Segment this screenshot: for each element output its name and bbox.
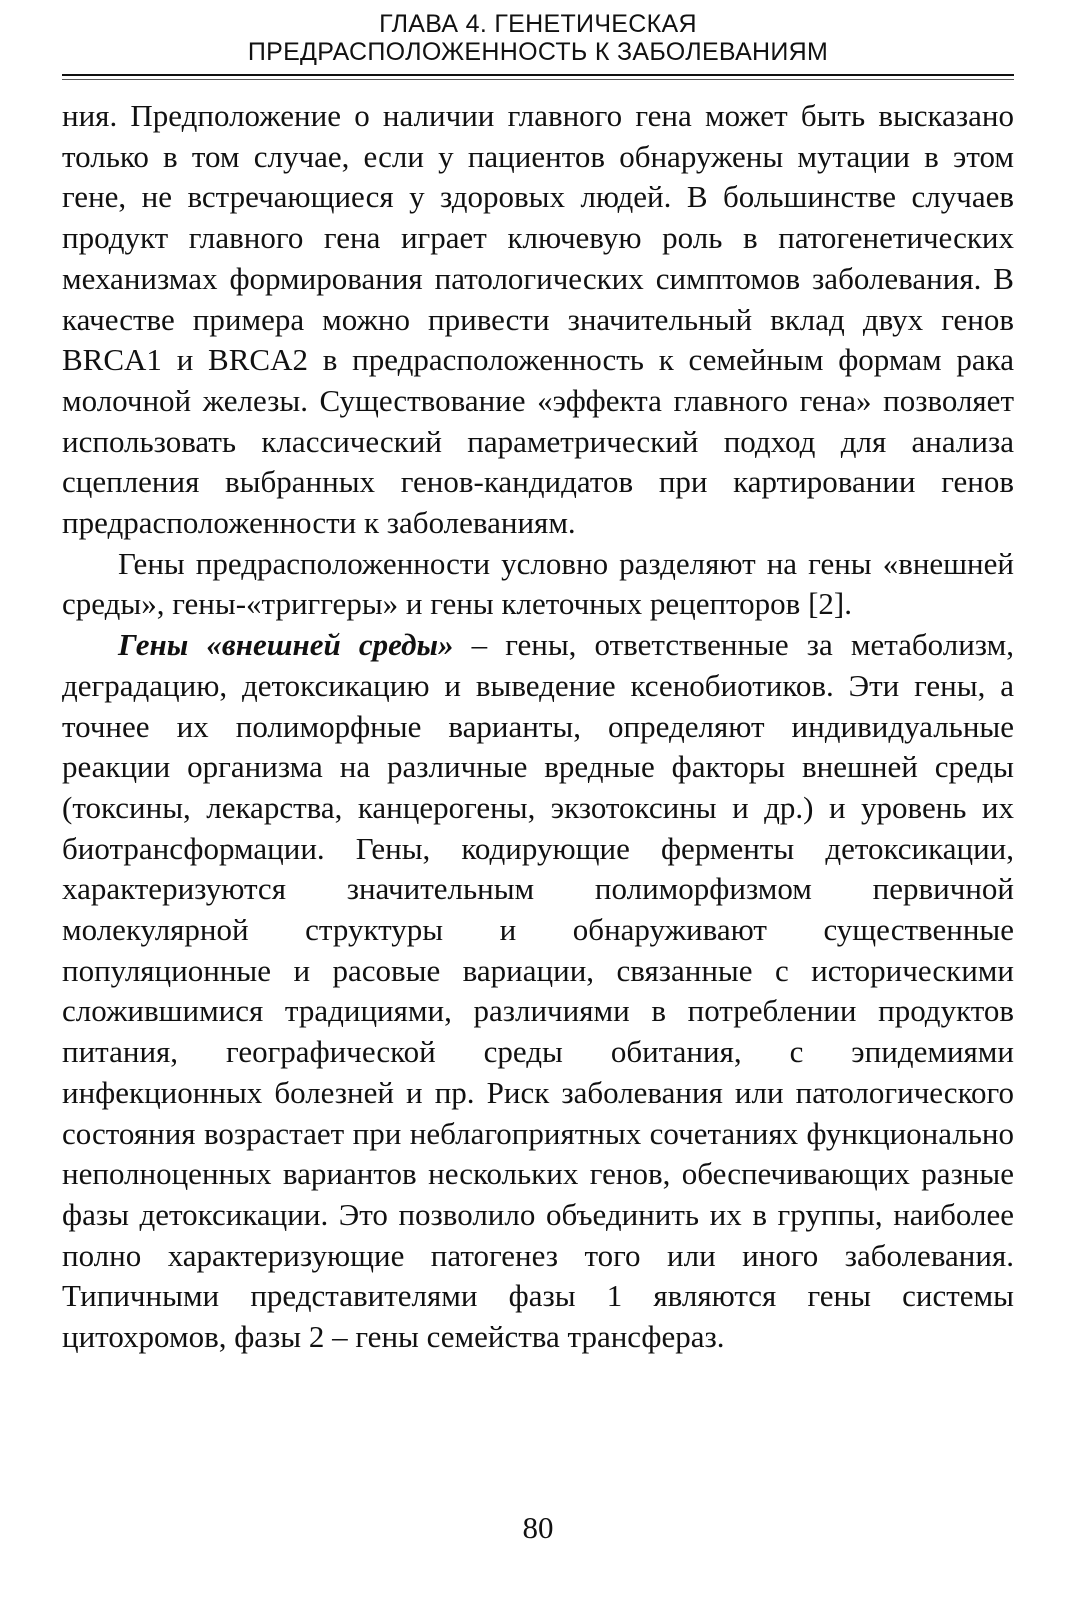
paragraph-text: Гены предрасположенности условно разделяют на гены «внешней среды», гены-«триггеры» и гены клеточных рецепторов [2]. (62, 545, 1014, 622)
header-rule-thin (62, 79, 1014, 80)
body-text (62, 96, 1014, 1358)
running-head (62, 10, 1014, 66)
running-head-line-1: ГЛАВА 4. ГЕНЕТИЧЕСКАЯ (379, 10, 697, 38)
book-page (62, 0, 1014, 1601)
running-head-line-2: ПРЕДРАСПОЛОЖЕННОСТЬ К ЗАБОЛЕВАНИЯМ (247, 38, 829, 66)
page-number: 80 (522, 1510, 554, 1545)
lead-term: Гены «внешней среды» (118, 627, 454, 663)
paragraph-text: ния. Предположение о наличии главного гена может быть высказано только в том случае, если у пациентов обнаружены мутации в этом гене, не встречающиеся у здоровых людей. В большинстве случаев продукт главного гена играет ключевую роль в патогенетических механизмах формирования патологических симптомов заболевания. В качестве примера можно привести значительный вклад двух генов BRCA1 и BRCA2 в предрасположенность к семейным формам рака молочной железы. Существование «эффекта главного гена» позволяет использовать классический параметрический подход для анализа сцепления выбранных генов-кандидатов при картировании генов предрасположенности к заболеваниям. (62, 98, 1014, 541)
header-rule (62, 74, 1014, 76)
paragraph-continuation (62, 96, 1014, 544)
paragraph-text: – гены, ответственные за метаболизм, деградацию, детоксикацию и выведение ксенобиотиков. Эти гены, а точнее их полиморфные варианты, определяют индивидуальные реакции организма на различные вредные факторы внешней среды (токсины, лекарства, канцерогены, экзотоксины и др.) и уровень их биотрансформации. Гены, кодирующие ферменты детоксикации, характеризуются значительным полиморфизмом первичной молекулярной структуры и обнаруживают существенные популяционные и расовые вариации, связанные с историческими сложившимися традициями, различиями в потреблении продуктов питания, географической среды обитания, с эпидемиями инфекционных болезней и пр. Риск заболевания или патологического состояния возрастает при неблагоприятных сочетаниях функционально неполноценных вариантов нескольких генов, обеспечивающих разные фазы детоксикации. Это позволило объединить их в группы, наиболее полно характеризующие патогенез того или иного заболевания. Типичными представителями фазы 1 являются гены системы цитохромов, фазы 2 – гены семейства трансфераз. (62, 627, 1014, 1355)
paragraph-environment-genes (62, 625, 1014, 1358)
paragraph-gene-groups (62, 544, 1014, 625)
